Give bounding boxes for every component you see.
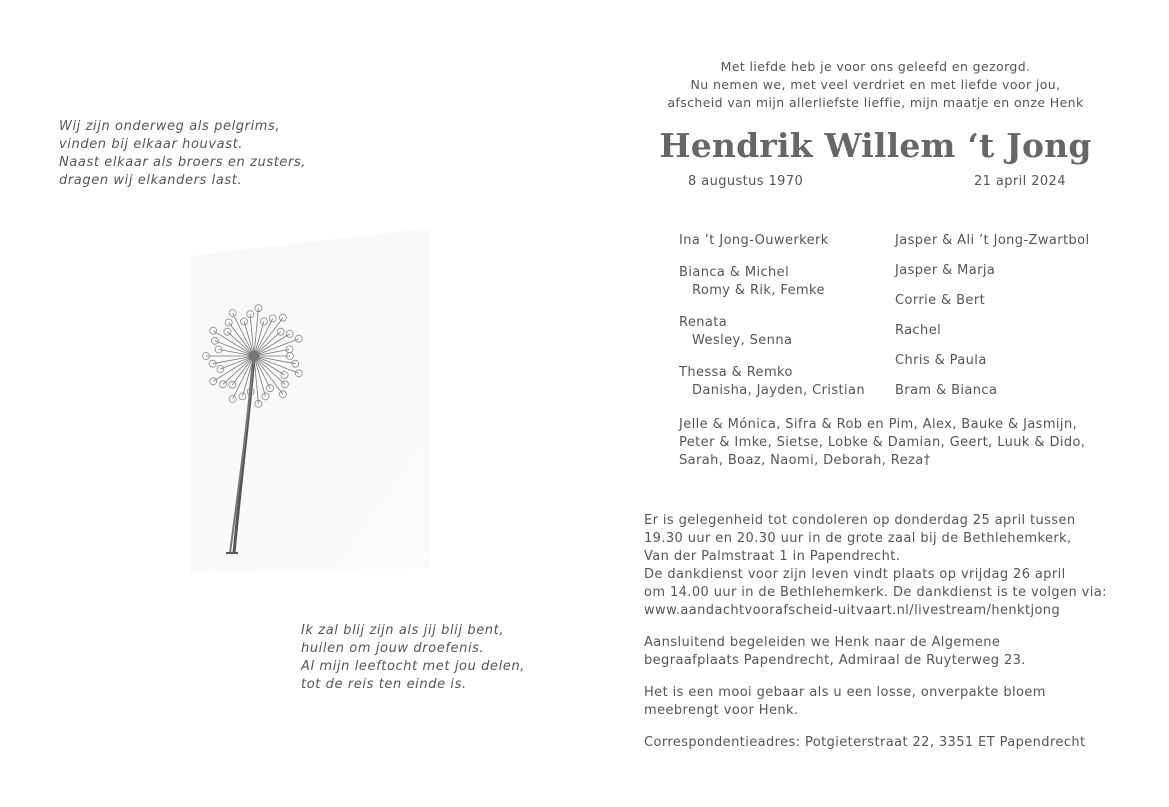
- flower-info: [644, 684, 1124, 720]
- grandchildren-line: Peter & Imke, Sietse, Lobke & Damian, Geert, Luuk & Dido,: [679, 435, 1086, 450]
- family-children: Wesley, Senna: [692, 333, 793, 348]
- grandchildren: [679, 416, 1085, 470]
- death-date: 21 april 2024: [974, 174, 1066, 189]
- intro-text: [610, 58, 1141, 112]
- left-poem: [59, 118, 306, 190]
- grandchildren-line: Sarah, Boaz, Naomi, Deborah, Reza†: [679, 453, 931, 468]
- poem-line: Naast elkaar als broers en zusters,: [59, 155, 307, 170]
- family-children: Danisha, Jayden, Cristian: [692, 383, 866, 398]
- poem-line: vinden bij elkaar houvast.: [59, 137, 244, 152]
- birth-date: 8 augustus 1970: [688, 174, 804, 189]
- family-right-4: Rachel: [895, 323, 942, 338]
- family-name: Ina ’t Jong-Ouwerkerk: [679, 233, 829, 248]
- intro-line: afscheid van mijn allerliefste lieffie, mijn maatje en onze Henk: [667, 95, 1084, 110]
- flower-line: meebrengt voor Henk.: [644, 703, 799, 718]
- family-name: Bianca & Michel: [679, 265, 790, 280]
- poem-line: Wij zijn onderweg als pelgrims,: [59, 119, 281, 134]
- family-name: Thessa & Remko: [679, 365, 793, 380]
- dandelion-image: [190, 228, 430, 573]
- family-right-1: Jasper & Ali ’t Jong-Zwartbol: [895, 233, 1090, 248]
- condolence-line: De dankdienst voor zijn leven vindt plaats op vrijdag 26 april: [644, 567, 1066, 582]
- correspondence-address: Correspondentieadres: Potgieterstraat 22, 3351 ET Papendrecht: [644, 735, 1086, 750]
- poem-line: huilen om jouw droefenis.: [301, 641, 485, 656]
- poem-line: Al mijn leeftocht met jou delen,: [301, 659, 526, 674]
- family-left-3: [679, 314, 792, 350]
- family-left-4: [679, 364, 865, 400]
- condolence-line: Van der Palmstraat 1 in Papendrecht.: [644, 549, 901, 564]
- condolence-line: Er is gelegenheid tot condoleren op donderdag 25 april tussen: [644, 513, 1076, 528]
- poem-line: tot de reis ten einde is.: [301, 677, 467, 692]
- intro-line: Met liefde heb je voor ons geleefd en gezorgd.: [720, 59, 1031, 74]
- family-right-3: Corrie & Bert: [895, 293, 986, 308]
- intro-line: Nu nemen we, met veel verdriet en met liefde voor jou,: [690, 77, 1061, 92]
- condolence-info: [644, 512, 1124, 620]
- grandchildren-line: Jelle & Mónica, Sifra & Rob en Pim, Alex, Bauke & Jasmijn,: [679, 417, 1078, 432]
- family-right-6: Bram & Bianca: [895, 383, 998, 398]
- poem-line: Ik zal blij zijn als jij blij bent,: [301, 623, 505, 638]
- burial-line: begraafplaats Papendrecht, Admiraal de Ruyterweg 23.: [644, 653, 1026, 668]
- family-left-1: [679, 232, 829, 250]
- family-right-2: Jasper & Marja: [895, 263, 996, 278]
- livestream-link[interactable]: www.aandachtvoorafscheid-uitvaart.nl/livestream/henktjong: [644, 603, 1061, 618]
- family-right-5: Chris & Paula: [895, 353, 987, 368]
- bottom-poem: [301, 622, 525, 694]
- poem-line: dragen wij elkanders last.: [59, 173, 243, 188]
- condolence-line: om 14.00 uur in de Bethlehemkerk. De dankdienst is te volgen via:: [644, 585, 1107, 600]
- flower-line: Het is een mooi gebaar als u een losse, onverpakte bloem: [644, 685, 1046, 700]
- burial-line: Aansluitend begeleiden we Henk naar de Algemene: [644, 635, 1001, 650]
- burial-info: [644, 634, 1124, 670]
- condolence-line: 19.30 uur en 20.30 uur in de grote zaal bij de Bethlehemkerk,: [644, 531, 1072, 546]
- family-name: Renata: [679, 315, 728, 330]
- family-children: Romy & Rik, Femke: [692, 283, 825, 298]
- deceased-name: Hendrik Willem ‘t Jong: [659, 126, 1092, 165]
- family-left-2: [679, 264, 825, 300]
